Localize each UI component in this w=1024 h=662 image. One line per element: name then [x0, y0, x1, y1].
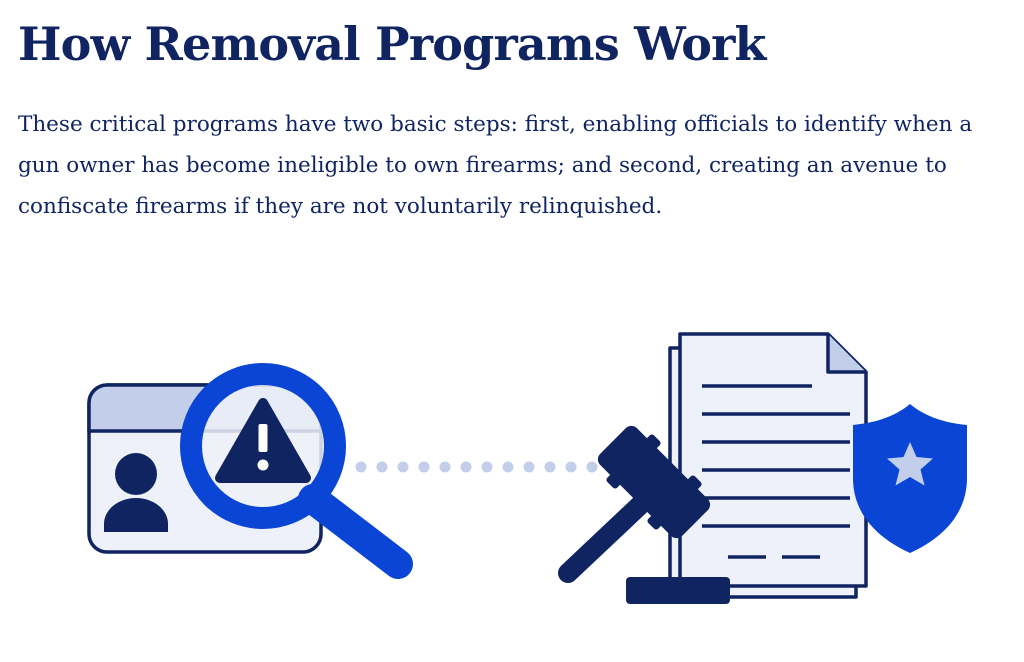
intro-paragraph: These critical programs have two basic steps: first, enabling officials to identify when a gun owner has become ineligible to own firearms; and second, creating an avenue to confiscate firearms if they are not voluntarily relinquished. — [18, 112, 973, 219]
page-title: How Removal Programs Work — [18, 17, 766, 71]
police-shield-icon — [853, 404, 967, 553]
document-icon — [670, 334, 866, 597]
dotted-connector — [356, 462, 598, 473]
